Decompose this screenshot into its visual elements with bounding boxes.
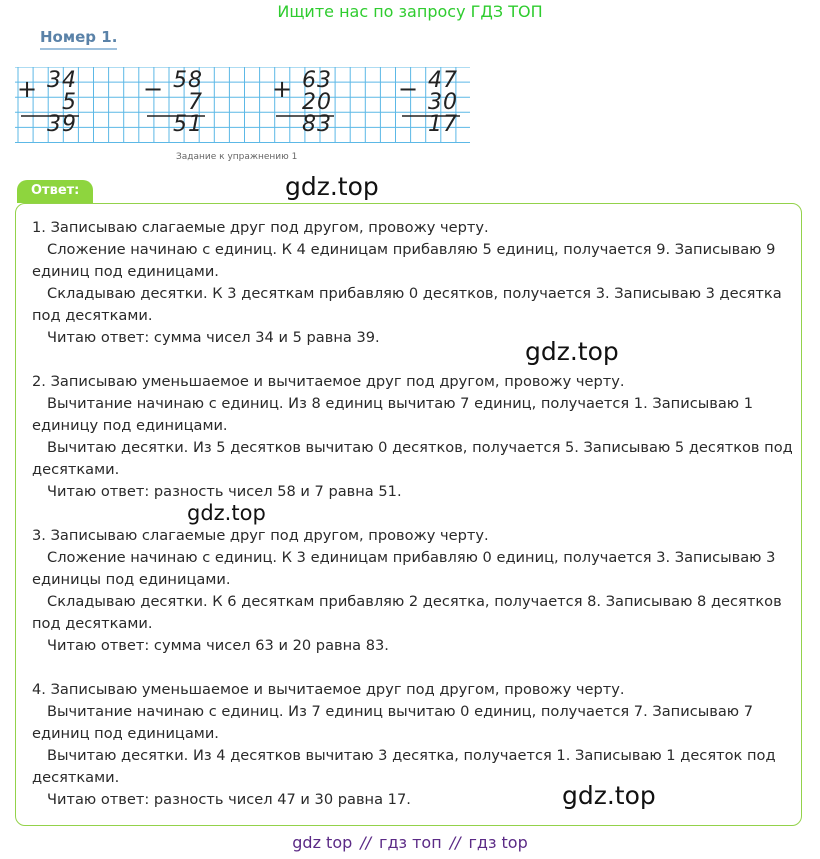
footer-separator: //: [449, 833, 461, 852]
paragraph-line: Читаю ответ: сумма чисел 63 и 20 равна 83.: [47, 637, 389, 654]
figure-caption: Задание к упражнению 1: [176, 152, 298, 162]
paragraph-line: 1. Записываю слагаемые друг под другом, провожу черту.: [32, 219, 489, 236]
paragraph-line: 2. Записываю уменьшаемое и вычитаемое друг под другом, провожу черту.: [32, 373, 625, 390]
paragraph-line: Вычитание начинаю с единиц. Из 8 единиц вычитаю 7 единиц, получается 1. Записываю 1 единицу под единицами.: [32, 395, 753, 434]
paragraph-line: Складываю десятки. К 6 десяткам прибавляю 2 десятка, получается 8. Записываю 8 десятков под десятками.: [32, 593, 782, 632]
operation-sign: −: [143, 75, 164, 103]
paragraph-line: Вычитаю десятки. Из 5 десятков вычитаю 0 десятков, получается 5. Записываю 5 десятков под десятками.: [32, 439, 793, 478]
grid-digit: 7: [443, 68, 457, 93]
paragraph-line: Вычитаю десятки. Из 4 десятков вычитаю 3 десятка, получается 1. Записываю 1 десяток под десятками.: [32, 747, 776, 786]
grid-digit: 3: [47, 68, 61, 93]
grid-digit: 3: [317, 112, 331, 137]
answer-badge: Ответ:: [17, 180, 93, 203]
grid-digits: [17, 68, 457, 137]
grid-digit: 5: [62, 90, 76, 115]
grid-digit: 9: [62, 112, 76, 137]
top-banner: Ищите нас по запросу ГДЗ ТОП: [277, 2, 543, 21]
grid-digit: 3: [47, 112, 61, 137]
grid-digit: 6: [302, 68, 316, 93]
exercise-number-title: Номер 1.: [40, 28, 117, 50]
grid-digit: 7: [188, 90, 202, 115]
watermark: gdz.top: [525, 337, 619, 366]
footer-link-gdz-top-mixed[interactable]: гдз top: [468, 833, 528, 852]
grid-digit: 1: [188, 112, 202, 137]
watermark: gdz.top: [187, 501, 266, 525]
paragraph-line: 4. Записываю уменьшаемое и вычитаемое друг под другом, провожу черту.: [32, 681, 625, 698]
operation-sign: +: [272, 75, 293, 103]
grid-digit: 3: [317, 68, 331, 93]
paragraph-line: Сложение начинаю с единиц. К 4 единицам прибавляю 5 единиц, получается 9. Записываю 9 единиц под единицами.: [32, 241, 776, 280]
grid-digit: 5: [173, 68, 187, 93]
grid-digit: 0: [443, 90, 457, 115]
paragraph-line: Складываю десятки. К 3 десяткам прибавляю 0 десятков, получается 3. Записываю 3 десятка под десятками.: [32, 285, 782, 324]
answer-paragraph-1: [32, 217, 802, 349]
grid-digit: 7: [443, 112, 457, 137]
paragraph-line: Читаю ответ: разность чисел 47 и 30 равна 17.: [47, 791, 411, 808]
grid-digit: 2: [302, 90, 316, 115]
operation-sign: −: [398, 75, 419, 103]
grid-digit: 4: [428, 68, 442, 93]
paragraph-line: Вычитание начинаю с единиц. Из 7 единиц вычитаю 0 единиц, получается 7. Записываю 7 единиц под единицами.: [32, 703, 753, 742]
answer-paragraph-4: [32, 679, 802, 811]
watermark: gdz.top: [285, 172, 379, 201]
watermark: gdz.top: [562, 781, 656, 810]
answer-paragraph-2: [32, 371, 802, 503]
footer-link-gdz-top[interactable]: gdz top: [292, 833, 353, 852]
paragraph-line: Читаю ответ: сумма чисел 34 и 5 равна 39.: [47, 329, 380, 346]
exercise-grid-figure: [15, 67, 470, 143]
grid-digit: 1: [428, 112, 442, 137]
footer-links: [0, 833, 820, 852]
footer-link-gdz-top-ru[interactable]: гдз топ: [379, 833, 442, 852]
grid-digit: 3: [428, 90, 442, 115]
grid-digit: 8: [188, 68, 202, 93]
footer-separator: //: [360, 833, 372, 852]
paragraph-line: Сложение начинаю с единиц. К 3 единицам прибавляю 0 единиц, получается 3. Записываю 3 единицы под единицами.: [32, 549, 776, 588]
grid-digit: 8: [302, 112, 316, 137]
operation-sign: +: [17, 75, 38, 103]
grid-digit: 5: [173, 112, 187, 137]
paragraph-line: Читаю ответ: разность чисел 58 и 7 равна 51.: [47, 483, 402, 500]
grid-digit: 0: [317, 90, 331, 115]
answer-paragraph-3: [32, 525, 802, 657]
grid-digit: 4: [62, 68, 76, 93]
paragraph-line: 3. Записываю слагаемые друг под другом, провожу черту.: [32, 527, 489, 544]
